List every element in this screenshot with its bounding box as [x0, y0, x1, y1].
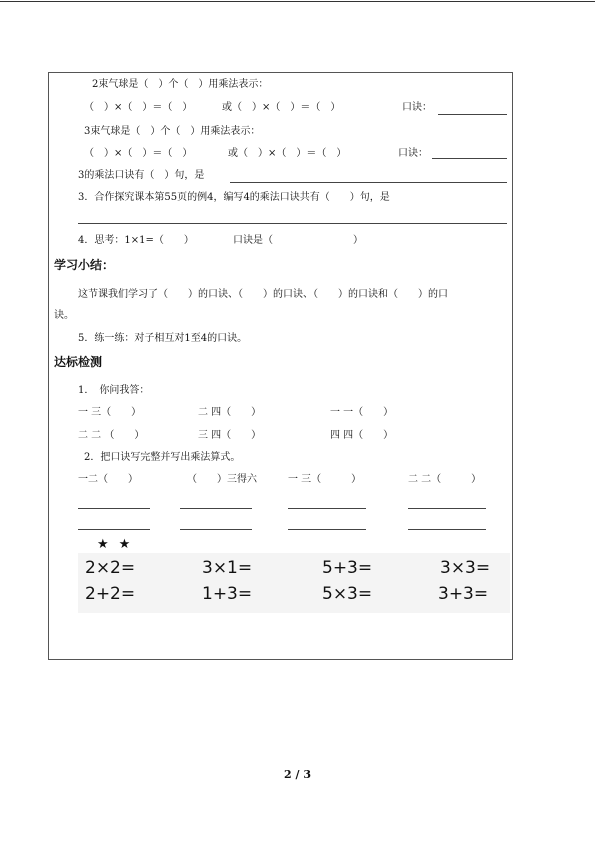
question-1: 1． 你问我答： [78, 385, 150, 396]
math-expression: 3+3= [438, 584, 489, 604]
math-expression: 5×3= [322, 584, 373, 604]
mnemonic-label: 口诀： [402, 102, 432, 113]
math-expression: 3×1= [202, 558, 253, 578]
summary-text: 这节课我们学习了（ ）的口诀、（ ）的口诀、（ ）的口诀和（ ）的口 [78, 289, 448, 300]
answer-line [408, 508, 486, 509]
answer-line [408, 529, 486, 530]
math-expression: 2+2= [85, 584, 136, 604]
answer-line [180, 529, 252, 530]
page-number: 2 / 3 [284, 768, 311, 781]
qa-item: 二 四（ ） [198, 407, 262, 418]
mnemonic-label: 口诀： [398, 148, 428, 159]
question-2: 2．把口诀写完整并写出乘法算式。 [84, 452, 241, 463]
times-3-line: 3的乘法口诀有（ ）句，是 [78, 170, 205, 181]
explore-question: 3．合作探究课本第55页的例4，编写4的乘法口诀共有（ ）句，是 [78, 192, 390, 203]
page-top-rule [0, 1, 595, 2]
answer-line [230, 182, 507, 183]
balloons-3-line: 3束气球是（ ）个（ ）用乘法表示： [84, 126, 261, 137]
stars-rating: ★★ [97, 537, 141, 552]
qa-item: 二 二 （ ） [78, 430, 145, 441]
multiply-blank-b: 或（ ）×（ ）＝（ ） [228, 148, 347, 159]
multiply-blank-b: 或（ ）×（ ）＝（ ） [222, 102, 341, 113]
math-expression: 1+3= [202, 584, 253, 604]
practice-line: 5．练一练：对子相互对1至4的口诀。 [78, 333, 248, 344]
math-expression: 2×2= [85, 558, 136, 578]
answer-line [180, 508, 252, 509]
answer-line [78, 529, 150, 530]
summary-text-end: 诀。 [54, 310, 74, 321]
math-expression: 5+3= [322, 558, 373, 578]
fill-item: （ ）三得六 [187, 474, 257, 485]
multiply-blank-a: （ ）×（ ）＝（ ） [84, 102, 193, 113]
fill-item: 一 三（ ） [288, 474, 362, 485]
qa-item: 一 三（ ） [78, 407, 142, 418]
balloons-2-line: 2束气球是（ ）个（ ）用乘法表示： [92, 79, 269, 90]
think-mnemonic: 口诀是（ ） [233, 235, 363, 246]
answer-line [78, 508, 150, 509]
qa-item: 四 四（ ） [330, 430, 394, 441]
fill-item: 二 二（ ） [408, 474, 482, 485]
summary-heading: 学习小结： [54, 258, 115, 272]
answer-line [288, 508, 366, 509]
math-expression: 3×3= [440, 558, 491, 578]
answer-line [288, 529, 366, 530]
qa-item: 一 一（ ） [330, 407, 394, 418]
check-heading: 达标检测 [54, 355, 103, 369]
fill-item: 一二（ ） [78, 474, 138, 485]
think-question: 4．思考：1×1=（ ） [78, 235, 194, 246]
answer-line [432, 158, 507, 159]
answer-line [438, 114, 507, 115]
multiply-blank-a: （ ）×（ ）＝（ ） [84, 148, 193, 159]
qa-item: 三 四（ ） [198, 430, 262, 441]
answer-line [78, 223, 507, 224]
